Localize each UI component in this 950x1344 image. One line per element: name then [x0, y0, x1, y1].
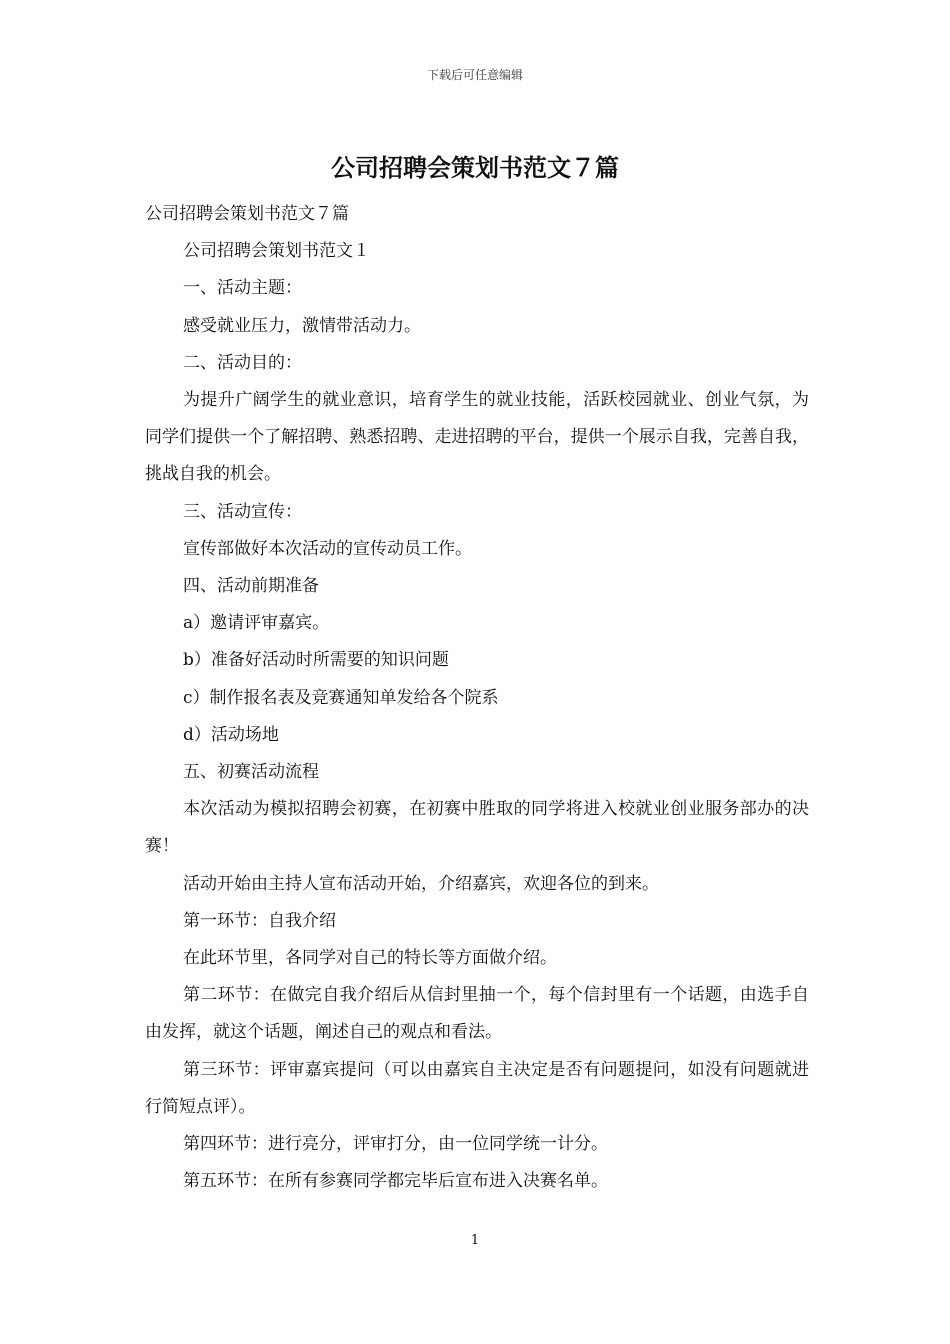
list-item: a）邀请评审嘉宾。 — [183, 613, 330, 634]
document-body — [145, 196, 809, 1200]
paragraph-heading-theme: 一、活动主题： — [183, 278, 302, 299]
paragraph: 第五环节：在所有参赛同学都完毕后宣布进入决赛名单。 — [183, 1171, 608, 1192]
header-note: 下载后可任意编辑 — [426, 68, 523, 82]
paragraph: 感受就业压力，激情带活动力。 — [183, 315, 421, 336]
paragraph: 第一环节：自我介绍 — [183, 910, 336, 931]
paragraph: 宣传部做好本次活动的宣传动员工作。 — [183, 538, 472, 559]
paragraph-heading-promotion: 三、活动宣传： — [183, 501, 302, 522]
paragraph-section-heading: 公司招聘会策划书范文１ — [183, 241, 370, 262]
paragraph-heading-preparation: 四、活动前期准备 — [183, 576, 319, 597]
paragraph: 本次活动为模拟招聘会初赛，在初赛中胜取的同学将进入校就业创业服务部办的决赛！ — [145, 799, 809, 857]
list-item: c）制作报名表及竞赛通知单发给各个院系 — [183, 687, 499, 708]
list-item: b）准备好活动时所需要的知识问题 — [183, 650, 449, 671]
paragraph: 为提升广阔学生的就业意识，培育学生的就业技能，活跃校园就业、创业气氛，为同学们提供一个了解招聘、熟悉招聘、走进招聘的平台，提供一个展示自我，完善自我，挑战自我的机会。 — [145, 390, 809, 485]
paragraph: 第二环节：在做完自我介绍后从信封里抽一个，每个信封里有一个话题，由选手自由发挥，就这个话题，阐述自己的观点和看法。 — [145, 985, 809, 1043]
paragraph-heading-process: 五、初赛活动流程 — [183, 762, 319, 783]
page-number: 1 — [470, 1233, 480, 1248]
paragraph: 在此环节里，各同学对自己的特长等方面做介绍。 — [183, 948, 557, 969]
list-item: d）活动场地 — [183, 724, 279, 745]
paragraph: 活动开始由主持人宣布活动开始，介绍嘉宾，欢迎各位的到来。 — [183, 873, 659, 894]
document-title: 公司招聘会策划书范文７篇 — [331, 154, 619, 182]
paragraph: 第四环节：进行亮分，评审打分，由一位同学统一计分。 — [183, 1134, 608, 1155]
paragraph: 第三环节：评审嘉宾提问（可以由嘉宾自主决定是否有问题提问，如没有问题就进行简短点评）。 — [145, 1059, 809, 1117]
paragraph-subtitle: 公司招聘会策划书范文７篇 — [145, 204, 349, 224]
paragraph-heading-purpose: 二、活动目的： — [183, 352, 302, 373]
